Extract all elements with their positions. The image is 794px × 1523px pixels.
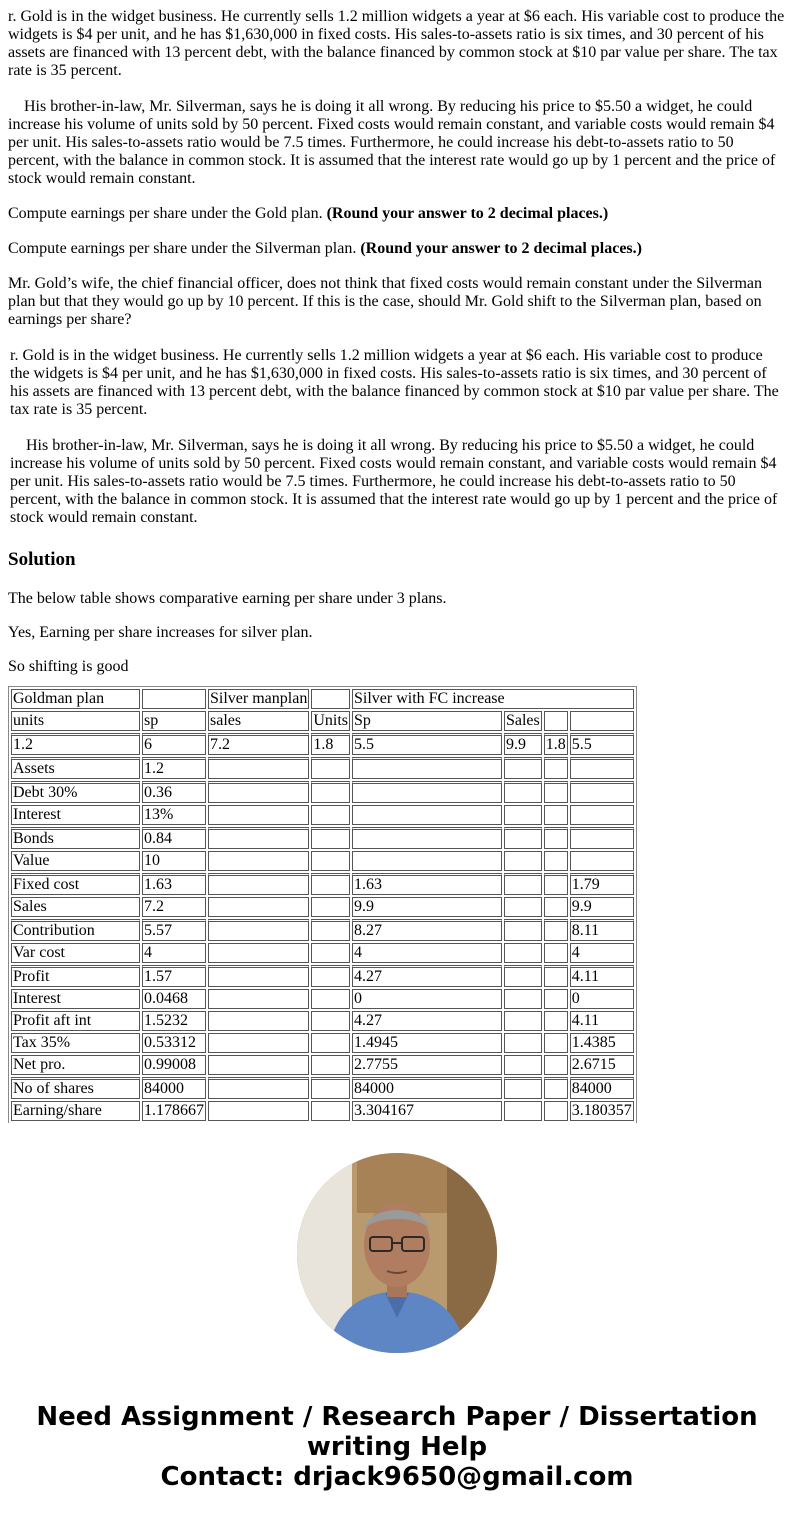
page-content — [0, 0, 794, 676]
table-cell: Goldman plan — [11, 689, 140, 709]
eps-table-viewport — [8, 686, 648, 1123]
table-cell: 1.4945 — [352, 1033, 502, 1053]
table-cell: 4.27 — [352, 1011, 502, 1031]
table-cell: 5.5 — [570, 733, 634, 755]
table-cell — [504, 897, 542, 917]
table-cell: 1.79 — [570, 873, 634, 895]
table-row — [11, 1033, 634, 1053]
table-cell — [352, 781, 502, 803]
table-cell: Assets — [11, 757, 140, 779]
table-cell: 5.57 — [142, 919, 206, 941]
table-cell — [208, 943, 309, 963]
table-cell — [570, 711, 634, 731]
question-part-b-note: (Round your answer to 2 decimal places.) — [360, 240, 642, 257]
table-cell — [544, 711, 568, 731]
table-cell: 0.53312 — [142, 1033, 206, 1053]
table-row — [11, 689, 634, 709]
solution-heading: Solution — [8, 549, 76, 570]
table-cell — [544, 897, 568, 917]
table-cell: 3.304167 — [352, 1101, 502, 1121]
table-row — [11, 1011, 634, 1031]
question-part-b-text: Compute earnings per share under the Silverman plan. — [8, 240, 361, 257]
table-cell — [544, 873, 568, 895]
table-cell: 4 — [352, 943, 502, 963]
table-cell: sales — [208, 711, 309, 731]
solution-line-3: So shifting is good — [8, 658, 129, 675]
table-cell — [570, 851, 634, 871]
table-cell — [544, 943, 568, 963]
table-cell — [504, 781, 542, 803]
table-cell — [352, 827, 502, 849]
table-cell: Profit — [11, 965, 140, 987]
table-cell — [352, 757, 502, 779]
table-cell: 1.4385 — [570, 1033, 634, 1053]
table-cell — [504, 1101, 542, 1121]
table-cell — [504, 851, 542, 871]
table-cell — [544, 757, 568, 779]
table-cell — [142, 689, 206, 709]
table-cell — [544, 1055, 568, 1075]
table-cell: Var cost — [11, 943, 140, 963]
table-cell — [504, 1033, 542, 1053]
table-cell: 2.7755 — [352, 1055, 502, 1075]
table-cell: 0.36 — [142, 781, 206, 803]
table-cell — [311, 989, 350, 1009]
table-cell — [208, 1055, 309, 1075]
table-cell: Interest — [11, 805, 140, 825]
table-cell: 0.84 — [142, 827, 206, 849]
table-cell: Silver manplan — [210, 690, 308, 707]
table-cell — [570, 757, 634, 779]
table-cell: 9.9 — [570, 897, 634, 917]
table-cell — [352, 851, 502, 871]
table-cell — [208, 919, 309, 941]
table-cell: units — [11, 711, 140, 731]
table-row — [11, 1055, 634, 1075]
promo-line-1: Need Assignment / Research Paper / Dissertation — [36, 1402, 758, 1432]
table-cell — [570, 805, 634, 825]
table-cell — [208, 1033, 309, 1053]
table-cell: 3.180357 — [571, 1102, 632, 1119]
table-cell: 7.2 — [208, 733, 309, 755]
table-row — [11, 873, 634, 895]
table-cell: 84000 — [142, 1077, 206, 1099]
author-avatar — [297, 1153, 497, 1353]
table-cell: 4.27 — [352, 965, 502, 987]
table-cell: 6 — [142, 733, 206, 755]
table-row — [11, 965, 634, 987]
table-cell: Interest — [11, 989, 140, 1009]
table-cell: 1.2 — [142, 757, 206, 779]
table-cell: 13% — [142, 805, 206, 825]
table-cell: 4.11 — [570, 965, 634, 987]
table-cell: 4 — [142, 943, 206, 963]
table-cell — [208, 1011, 309, 1031]
table-cell — [544, 805, 568, 825]
table-cell: Value — [11, 851, 140, 871]
table-row — [11, 733, 634, 755]
table-cell — [544, 1077, 568, 1099]
table-cell: Sales — [11, 897, 140, 917]
table-cell: Sp — [352, 711, 502, 731]
promo-footer — [0, 1402, 794, 1492]
table-row — [11, 989, 634, 1009]
table-cell — [504, 1077, 542, 1099]
table-cell — [208, 873, 309, 895]
table-cell — [208, 965, 309, 987]
table-cell — [504, 943, 542, 963]
table-cell: sp — [142, 711, 206, 731]
table-cell — [544, 851, 568, 871]
table-cell — [352, 805, 502, 825]
table-cell — [311, 1033, 350, 1053]
table-cell — [208, 805, 309, 825]
table-cell: 1.178667 — [144, 1102, 204, 1119]
table-cell — [311, 919, 350, 941]
table-cell — [504, 757, 542, 779]
table-cell: Bonds — [11, 827, 140, 849]
table-cell — [504, 1011, 542, 1031]
table-row — [11, 1077, 634, 1099]
table-cell: Earning/share — [11, 1101, 140, 1121]
table-cell — [311, 781, 350, 803]
table-cell — [208, 827, 309, 849]
table-row — [11, 897, 634, 917]
table-cell — [208, 757, 309, 779]
table-row — [11, 781, 634, 803]
table-cell — [504, 805, 542, 825]
table-cell: 0 — [570, 989, 634, 1009]
table-cell — [208, 989, 309, 1009]
table-cell — [504, 1055, 542, 1075]
table-cell — [311, 689, 350, 709]
table-cell: Profit aft int — [11, 1011, 140, 1031]
table-cell — [504, 965, 542, 987]
table-cell — [544, 1011, 568, 1031]
table-row — [11, 943, 634, 963]
solution-line-1: The below table shows comparative earning per share under 3 plans. — [8, 590, 447, 607]
table-cell: 4 — [570, 943, 634, 963]
table-cell — [504, 989, 542, 1009]
table-cell: 84000 — [570, 1077, 634, 1099]
table-cell: Units — [313, 712, 348, 729]
solution-line-2: Yes, Earning per share increases for silver plan. — [8, 624, 313, 641]
table-cell: 1.2 — [11, 733, 140, 755]
table-cell — [311, 897, 350, 917]
table-row — [11, 805, 634, 825]
table-cell — [311, 851, 350, 871]
table-cell: 0 — [352, 989, 502, 1009]
eps-comparison-table — [8, 686, 637, 1123]
table-cell: Debt 30% — [11, 781, 140, 803]
repeated-paragraph-1: r. Gold is in the widget business. He currently sells 1.2 million widgets a year at $6 each. His variable cost to produce the widgets is $4 per unit, and he has $1,630,000 in fixed costs. His sales-to-assets ratio is six times, and 30 percent of his assets are financed with 13 percent debt, with the balance financed by common stock at $10 par value per share. The tax rate is 35 percent. — [10, 347, 779, 418]
question-part-a-note: (Round your answer to 2 decimal places.) — [326, 205, 609, 222]
table-cell: 1.63 — [352, 873, 502, 895]
question-paragraph-2: His brother-in-law, Mr. Silverman, says he is doing it all wrong. By reducing his price to $5.50 a widget, he could increase his volume of units sold by 50 percent. Fixed costs would remain constant, and variable costs would remain $4 per unit. His sales-to-assets ratio would be 7.5 times. Furthermore, he could increase his debt-to-assets ratio to 50 percent, with the balance in common stock. It is assumed that the interest rate would go up by 1 percent and the price of stock would remain constant. — [8, 98, 776, 187]
table-cell: 8.11 — [570, 919, 634, 941]
table-cell — [544, 919, 568, 941]
solution-section — [8, 549, 786, 676]
table-cell — [504, 873, 542, 895]
author-portrait-image — [297, 1153, 497, 1353]
table-cell — [544, 827, 568, 849]
table-cell: 1.5232 — [142, 1011, 206, 1031]
table-cell — [208, 1101, 309, 1121]
table-row — [11, 757, 634, 779]
table-row — [11, 827, 634, 849]
question-part-a-text: Compute earnings per share under the Gold plan. — [8, 205, 327, 222]
table-cell: 1.57 — [142, 965, 206, 987]
repeated-paragraph-2: His brother-in-law, Mr. Silverman, says he is doing it all wrong. By reducing his price to $5.50 a widget, he could increase his volume of units sold by 50 percent. Fixed costs would remain constant, and variable costs would remain $4 per unit. His sales-to-assets ratio would be 7.5 times. Furthermore, he could increase his debt-to-assets ratio to 50 percent, with the balance in common stock. It is assumed that the interest rate would go up by 1 percent and the price of stock would remain constant. — [10, 437, 778, 526]
table-cell: Silver with FC increase — [352, 689, 634, 709]
table-cell: 4.11 — [570, 1011, 634, 1031]
promo-line-2: writing Help — [306, 1432, 488, 1462]
table-row — [11, 711, 634, 731]
table-cell — [544, 781, 568, 803]
table-cell: Sales — [505, 712, 540, 729]
table-cell: 84000 — [352, 1077, 502, 1099]
table-cell: 2.6715 — [570, 1055, 634, 1075]
table-cell: 9.9 — [504, 733, 542, 755]
table-cell — [544, 989, 568, 1009]
table-cell: No of shares — [11, 1077, 140, 1099]
repeated-question — [8, 347, 786, 527]
table-cell: 1.63 — [142, 873, 206, 895]
table-cell — [570, 781, 634, 803]
table-row — [11, 1101, 634, 1121]
question-part-a — [8, 205, 786, 223]
table-cell — [311, 827, 350, 849]
table-cell — [544, 1033, 568, 1053]
table-cell — [311, 1055, 350, 1075]
question-part-b — [8, 240, 786, 258]
table-cell — [311, 873, 350, 895]
question-part-c: Mr. Gold’s wife, the chief financial officer, does not think that fixed costs would remain constant under the Silverman plan but that they would go up by 10 percent. If this is the case, should Mr. Gold shift to the Silverman plan, based on earnings per share? — [8, 275, 762, 328]
table-cell: 0.99008 — [142, 1055, 206, 1075]
table-cell: Tax 35% — [11, 1033, 140, 1053]
table-cell — [311, 1011, 350, 1031]
table-cell — [311, 965, 350, 987]
table-cell: Fixed cost — [11, 873, 140, 895]
table-cell — [311, 805, 350, 825]
table-cell: Contribution — [11, 919, 140, 941]
table-cell: 1.8 — [544, 733, 568, 755]
table-cell: 1.8 — [311, 733, 350, 755]
table-cell: 0.0468 — [142, 989, 206, 1009]
table-cell — [504, 827, 542, 849]
table-cell: 10 — [142, 851, 206, 871]
table-cell: 8.27 — [352, 919, 502, 941]
table-cell — [311, 943, 350, 963]
table-cell — [311, 1077, 350, 1099]
question-paragraph-1: r. Gold is in the widget business. He currently sells 1.2 million widgets a year at $6 each. His variable cost to produce the widgets is $4 per unit, and he has $1,630,000 in fixed costs. His sales-to-assets ratio is six times, and 30 percent of his assets are financed with 13 percent debt, with the balance financed by common stock at $10 par value per share. The tax rate is 35 percent. — [8, 8, 785, 79]
table-row — [11, 919, 634, 941]
table-cell — [208, 897, 309, 917]
table-cell: 7.2 — [142, 897, 206, 917]
table-cell — [504, 919, 542, 941]
promo-contact-line: Contact: drjack9650@gmail.com — [160, 1462, 634, 1492]
table-cell: Net pro. — [11, 1055, 140, 1075]
table-cell — [544, 965, 568, 987]
table-cell — [208, 1077, 309, 1099]
table-cell — [544, 1101, 568, 1121]
table-cell — [208, 781, 309, 803]
table-cell — [311, 1101, 350, 1121]
table-cell: 9.9 — [352, 897, 502, 917]
table-cell: 5.5 — [352, 733, 502, 755]
table-row — [11, 851, 634, 871]
table-cell — [311, 757, 350, 779]
table-cell — [208, 851, 309, 871]
table-cell — [570, 827, 634, 849]
